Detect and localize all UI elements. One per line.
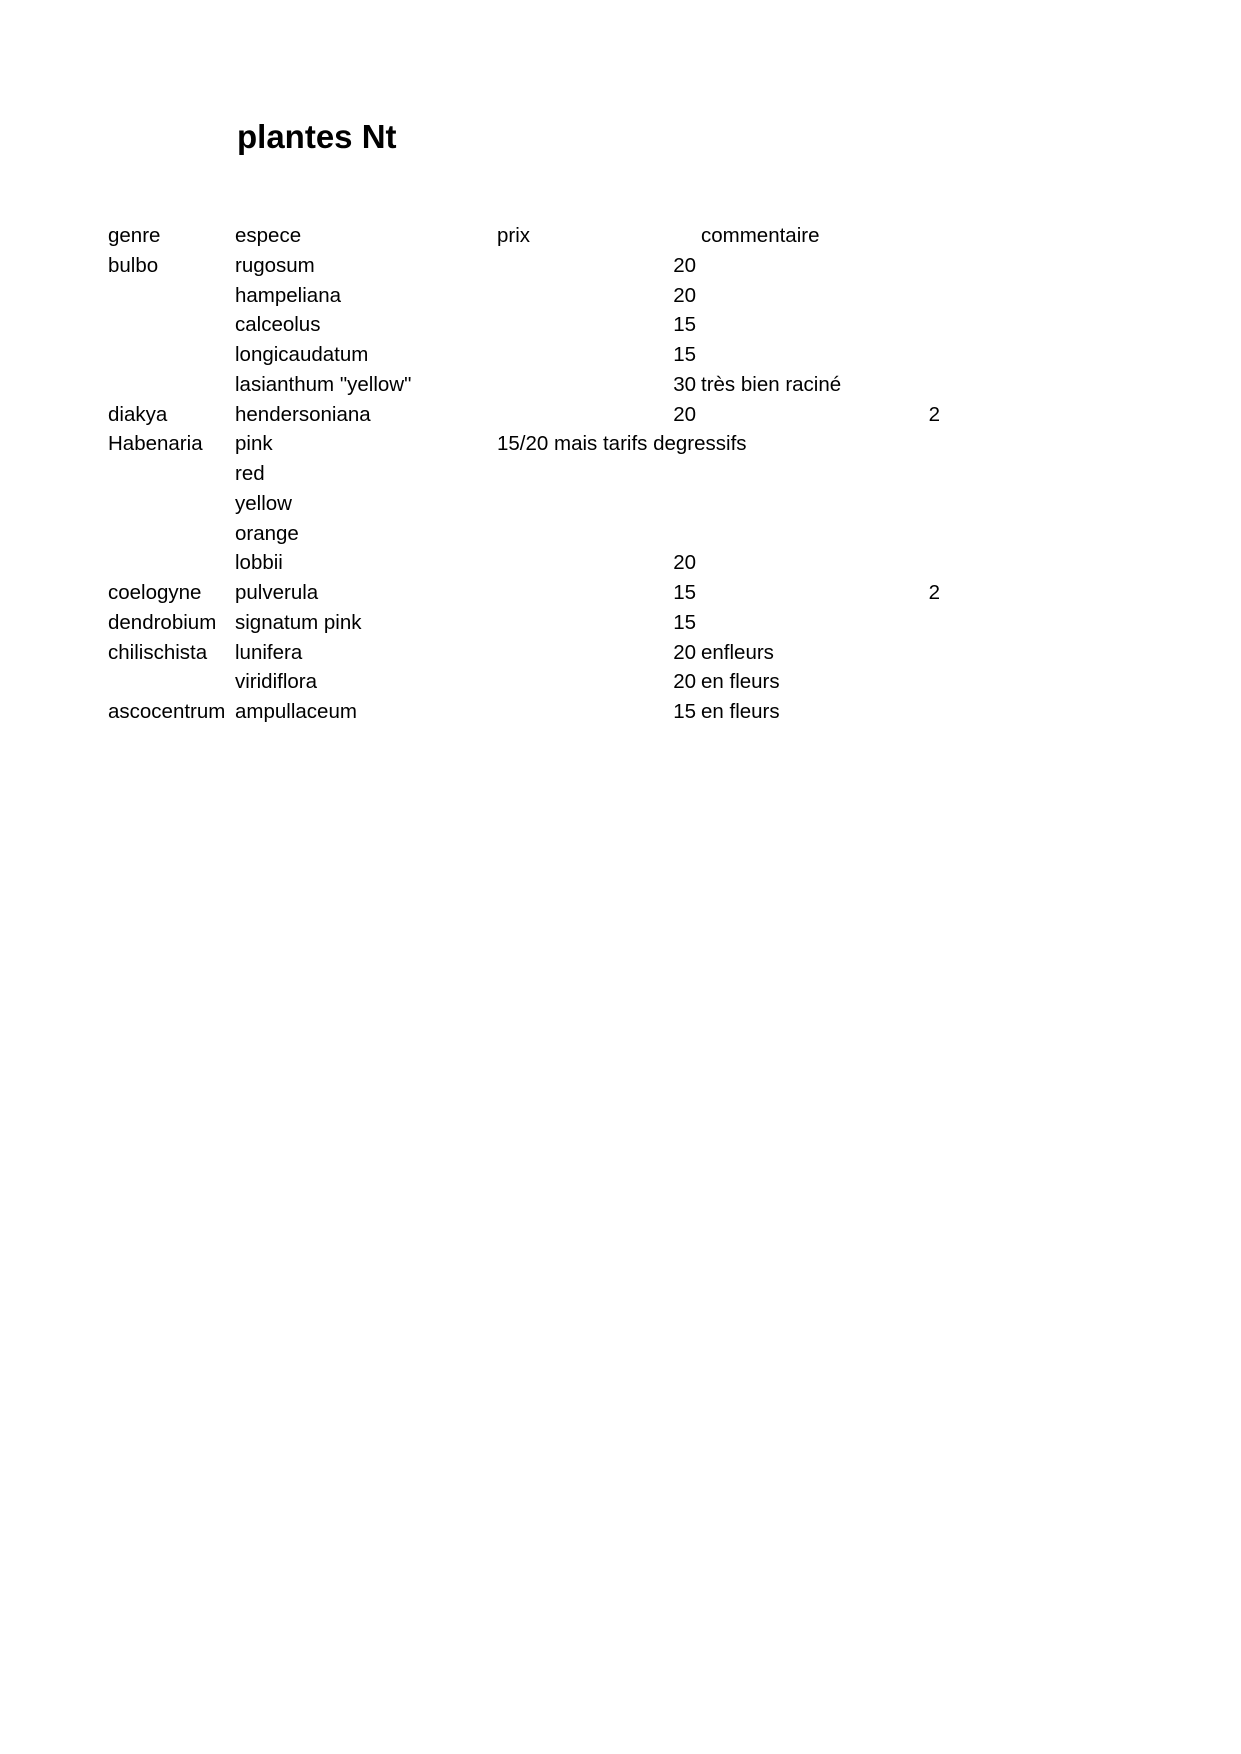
prix-cell: 15 xyxy=(673,700,696,723)
quantity-cell xyxy=(790,697,940,727)
espece-cell: red xyxy=(235,462,265,485)
quantity-cell xyxy=(790,548,940,578)
genre-cell xyxy=(108,667,235,697)
quantity-cell xyxy=(790,459,940,489)
genre-cell: coelogyne xyxy=(108,581,202,604)
quantity-cell xyxy=(790,251,940,281)
genre-cell xyxy=(108,370,235,400)
espece-cell: pulverula xyxy=(235,581,319,604)
prix-cell: 15 xyxy=(673,343,696,366)
quantity-cell xyxy=(790,370,940,400)
table-row xyxy=(0,251,1241,281)
prix-cell xyxy=(497,459,696,489)
quantity-cell xyxy=(790,310,940,340)
genre-cell xyxy=(108,459,235,489)
espece-cell: pink xyxy=(235,432,273,456)
espece-cell: signatum pink xyxy=(235,610,362,634)
table-header-row xyxy=(0,221,1241,251)
espece-cell: calceolus xyxy=(235,313,321,337)
table-row xyxy=(0,667,1241,697)
genre-cell: Habenaria xyxy=(108,432,203,456)
genre-cell xyxy=(108,519,235,549)
genre-cell xyxy=(108,340,235,370)
table-row xyxy=(0,429,1241,459)
espece-cell: hampeliana xyxy=(235,283,341,307)
table-row xyxy=(0,697,1241,727)
quantity-cell: 2 xyxy=(928,581,940,604)
table-body xyxy=(0,251,1241,727)
table-row xyxy=(0,608,1241,638)
table-row xyxy=(0,340,1241,370)
espece-cell: ampullaceum xyxy=(235,700,357,723)
quantity-cell xyxy=(790,489,940,519)
quantity-cell xyxy=(790,638,940,668)
quantity-cell xyxy=(790,429,940,459)
prix-cell: 30 xyxy=(673,372,696,396)
prix-cell: 20 xyxy=(673,670,696,694)
prix-cell: 20 xyxy=(673,551,696,575)
commentaire-cell: enfleurs xyxy=(701,640,774,664)
commentaire-cell: en fleurs xyxy=(701,700,780,723)
commentaire-cell: très bien raciné xyxy=(701,372,842,396)
table-row xyxy=(0,489,1241,519)
table-row xyxy=(0,370,1241,400)
column-header-commentaire: commentaire xyxy=(701,224,820,247)
prix-cell: 20 xyxy=(673,253,696,277)
genre-cell: dendrobium xyxy=(108,610,217,634)
genre-cell xyxy=(108,489,235,519)
table-row xyxy=(0,281,1241,311)
quantity-cell xyxy=(790,340,940,370)
prix-cell xyxy=(497,519,696,549)
table-row xyxy=(0,400,1241,430)
genre-cell: diakya xyxy=(108,402,168,426)
espece-cell: longicaudatum xyxy=(235,343,369,366)
espece-cell: viridiflora xyxy=(235,670,318,694)
column-header-genre: genre xyxy=(108,224,161,247)
page-title: plantes Nt xyxy=(237,118,397,155)
espece-cell: lunifera xyxy=(235,640,303,664)
table-row xyxy=(0,548,1241,578)
genre-cell: chilischista xyxy=(108,640,208,664)
prix-cell: 20 xyxy=(673,283,696,307)
table-row xyxy=(0,638,1241,668)
genre-cell xyxy=(108,281,235,311)
quantity-cell xyxy=(790,667,940,697)
plant-price-table xyxy=(0,221,1241,727)
prix-cell: 15 xyxy=(673,313,696,337)
espece-cell: rugosum xyxy=(235,253,315,277)
genre-cell xyxy=(108,548,235,578)
espece-cell: yellow xyxy=(235,491,292,515)
espece-cell: lasianthum "yellow" xyxy=(235,372,412,396)
quantity-cell: 2 xyxy=(928,402,940,426)
commentaire-cell: en fleurs xyxy=(701,670,780,694)
column-header-prix: prix xyxy=(497,224,531,247)
espece-cell: lobbii xyxy=(235,551,283,575)
prix-cell: 20 xyxy=(673,402,696,426)
table-row xyxy=(0,519,1241,549)
column-header-espece: espece xyxy=(235,224,302,247)
quantity-cell xyxy=(790,281,940,311)
quantity-cell xyxy=(790,519,940,549)
genre-cell xyxy=(108,310,235,340)
prix-cell: 15/20 mais tarifs degressifs xyxy=(497,432,747,456)
quantity-cell xyxy=(790,608,940,638)
table-row xyxy=(0,310,1241,340)
prix-cell: 15 xyxy=(673,581,696,604)
prix-cell: 15 xyxy=(673,610,696,634)
genre-cell: ascocentrum xyxy=(108,700,226,723)
espece-cell: hendersoniana xyxy=(235,402,371,426)
espece-cell: orange xyxy=(235,521,299,545)
genre-cell: bulbo xyxy=(108,253,159,277)
table-row xyxy=(0,459,1241,489)
table-row xyxy=(0,578,1241,608)
prix-cell: 20 xyxy=(673,640,696,664)
prix-cell xyxy=(497,489,696,519)
